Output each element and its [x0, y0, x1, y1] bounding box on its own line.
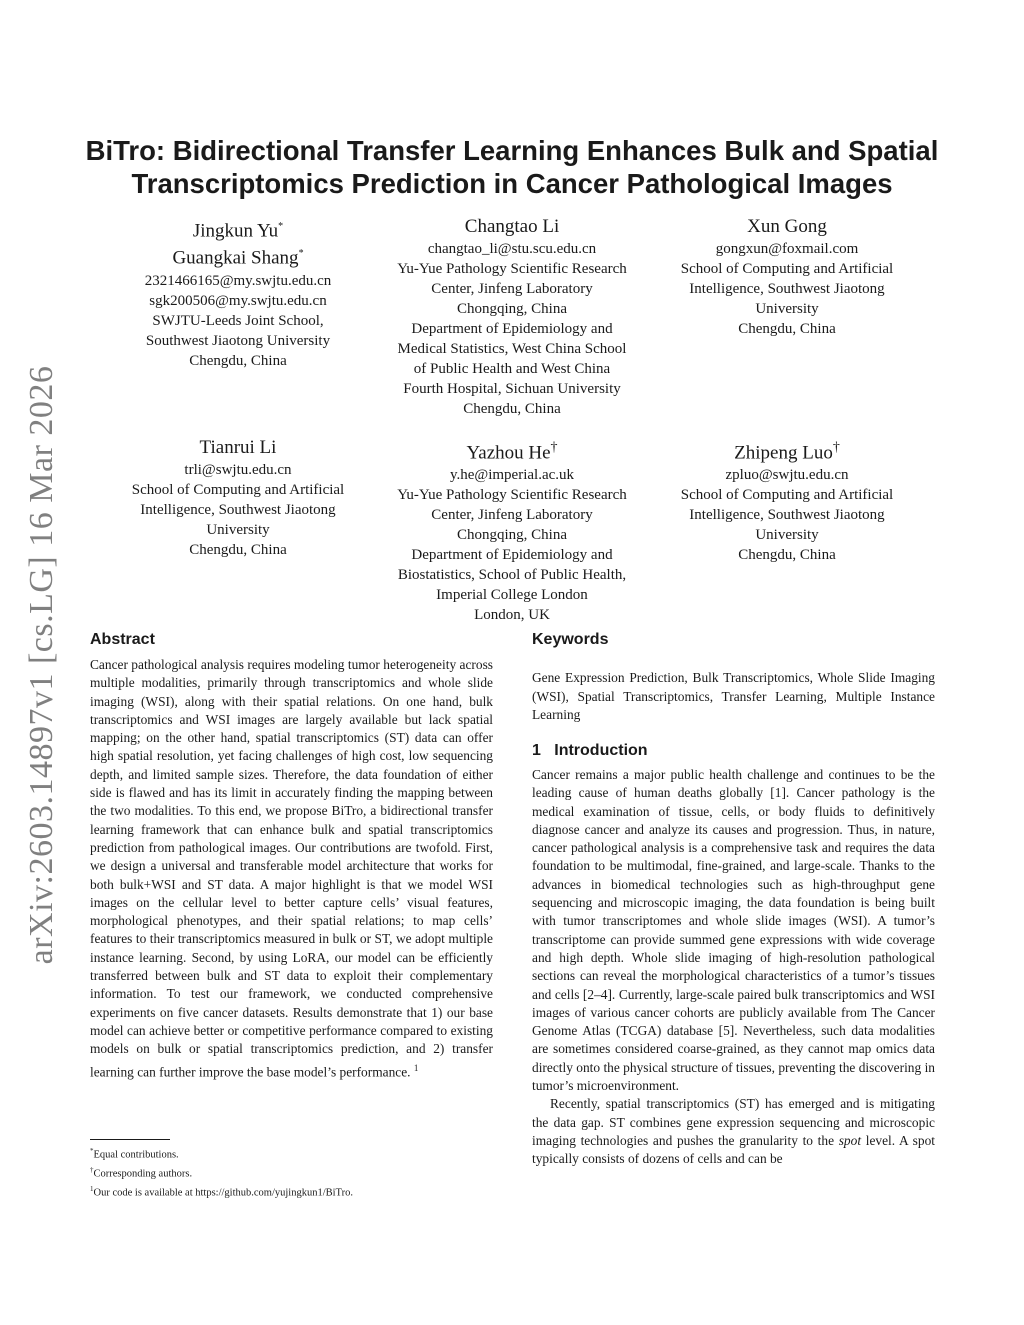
- author-affiliation-line: School of Computing and Artificial: [680, 487, 894, 504]
- paper-title: [60, 134, 964, 200]
- author-affiliation-line: Department of Epidemiology and: [411, 321, 613, 337]
- author-affiliation-line: London, UK: [474, 607, 550, 624]
- footnotes: [90, 1144, 510, 1201]
- author-block-1: [103, 216, 373, 371]
- section-title: Introduction: [554, 742, 648, 759]
- author-affiliation-line: Chongqing, China: [456, 301, 567, 317]
- footnote-reference: 1: [413, 1062, 419, 1073]
- author-affiliation-line: Center, Jinfeng Laboratory: [431, 507, 593, 524]
- keywords-text: Gene Expression Prediction, Bulk Transcriptomics, Whole Slide Imaging (WSI), Spatial Transcriptomics, Transfer Learning, Multiple Instance Learning: [532, 670, 935, 722]
- author-affiliation-line: Chengdu, China: [189, 542, 287, 558]
- author-name: Xun Gong: [747, 216, 827, 237]
- author-affiliation-line: Yu-Yue Pathology Scientific Research: [397, 487, 627, 504]
- author-block-6: [652, 437, 922, 565]
- author-affiliation-line: University: [206, 522, 270, 538]
- arxiv-id-text: arXiv:2603.14897v1 [cs.LG] 16 Mar 2026: [23, 365, 60, 965]
- author-name: Zhipeng Luo†: [734, 440, 840, 464]
- author-block-4: [103, 437, 373, 560]
- author-name: Guangkai Shang*: [172, 247, 304, 269]
- keywords-body: [532, 656, 935, 738]
- title-line-1: BiTro: Bidirectional Transfer Learning Enhances Bulk and Spatial: [85, 135, 939, 166]
- author-affiliation-line: SWJTU-Leeds Joint School,: [152, 312, 324, 329]
- abstract-paragraph: Cancer pathological analysis requires modeling tumor heterogeneity across multiple modalities, primarily through transcriptomics and whole slide imaging (WSI), along with their spatial relations. On one hand, bulk transcriptomics and WSI images are largely available but lack spatial mapping; on the other hand, spatial transcriptomics (ST) data can offer high spatial resolution, yet facing challenges of high cost, low sequencing depth, and limited sample sizes. Therefore, the data foundation of either side is flawed and has its limit in accurately finding the mapping between the two modalities. To this end, we propose BiTro, a bidirectional transfer learning framework that can enhance bulk and spatial transcriptomics prediction from pathological images. Our contributions are twofold. First, we design a universal and transferable model architecture that works for both bulk+WSI and ST data. A major highlight is that we model WSI images on the cellular level to better capture cells’ visual features, morphological phenotypes, and their spatial relations; to map cells’ features to their transcriptomics measured in bulk or ST, we adopt multiple instance learning. Second, by using LoRA, our model can be efficiently transferred between bulk and ST data to exploit their complementary information. To test our framework, we conducted comprehensive experiments on five cancer datasets. Results demonstrate that 1) our base model can achieve better or competitive performance compared to existing models on bulk or spatial transcriptomics prediction, and 2) transfer learning can further improve the base model’s performance. $^1$: [90, 657, 493, 1079]
- introduction-body: [532, 766, 935, 1169]
- author-block-2: [377, 216, 647, 419]
- author-email: changtao_li@stu.scu.edu.cn: [427, 241, 597, 257]
- author-affiliation-line: Southwest Jiaotong University: [145, 332, 331, 349]
- footnote-equal-contribution: *Equal contributions.: [90, 1147, 179, 1161]
- abstract-body: [90, 656, 493, 1081]
- author-affiliation-line: Yu-Yue Pathology Scientific Research: [397, 261, 627, 277]
- author-affiliation-line: Department of Epidemiology and: [411, 547, 613, 564]
- section-number: 1: [532, 742, 541, 759]
- author-affiliation-line: Chongqing, China: [456, 527, 567, 544]
- author-affiliation-line: Fourth Hospital, Sichuan University: [403, 381, 621, 397]
- footnote-corresponding: †Corresponding authors.: [90, 1166, 193, 1180]
- keywords-heading: Keywords: [532, 631, 609, 648]
- author-affiliation-line: Biostatistics, School of Public Health,: [397, 567, 627, 584]
- author-affiliation-line: Intelligence, Southwest Jiaotong: [689, 281, 885, 297]
- intro-paragraph-2: Recently, spatial transcriptomics (ST) has emerged and is mitigating the data gap. ST combines gene expression sequencing and microscopic imaging technologies and pushes the granularity to the spot level. A spot typically consists of dozens of cells and can be: [532, 1096, 935, 1167]
- author-affiliation-line: Intelligence, Southwest Jiaotong: [140, 502, 336, 518]
- title-line-2: Transcriptomics Prediction in Cancer Pathological Images: [131, 168, 893, 199]
- author-affiliation-line: Chengdu, China: [189, 352, 287, 369]
- author-email: 2321466165@my.swjtu.edu.cn: [144, 272, 332, 289]
- author-name: Changtao Li: [464, 216, 560, 237]
- author-affiliation-line: Intelligence, Southwest Jiaotong: [689, 507, 885, 524]
- introduction-heading: [532, 741, 648, 761]
- author-affiliation-line: Center, Jinfeng Laboratory: [431, 281, 593, 297]
- abstract-heading: Abstract: [90, 631, 155, 648]
- author-name: Yazhou He†: [466, 440, 558, 464]
- author-email: zpluo@swjtu.edu.cn: [725, 467, 849, 484]
- author-affiliation-line: of Public Health and West China: [413, 361, 611, 377]
- author-email: gongxun@foxmail.com: [715, 241, 859, 257]
- author-name: Jingkun Yu*: [192, 220, 284, 242]
- author-affiliation-line: University: [755, 527, 819, 544]
- author-block-5: [377, 437, 647, 625]
- author-email: y.he@imperial.ac.uk: [449, 467, 575, 484]
- author-affiliation-line: School of Computing and Artificial: [680, 261, 894, 277]
- author-affiliation-line: Chengdu, China: [463, 401, 561, 417]
- author-affiliation-line: Chengdu, China: [738, 321, 836, 337]
- author-affiliation-line: Medical Statistics, West China School: [397, 341, 627, 357]
- author-affiliation-line: University: [755, 301, 819, 317]
- author-email: trli@swjtu.edu.cn: [184, 462, 292, 478]
- author-affiliation-line: School of Computing and Artificial: [131, 482, 345, 498]
- author-affiliation-line: Imperial College London: [436, 587, 588, 604]
- footnote-divider: [90, 1139, 170, 1140]
- intro-paragraph-1: Cancer remains a major public health challenge and continues to be the leading cause of human deaths globally [1]. Cancer pathology is the medical examination of tissue, cells, or body fluids to definitively diagnose cancer and analyze its causes and progression. Thus, in nature, cancer pathological analysis is a comprehensive task and requires the data foundation to be multimodal, fine-grained, and large-scale. Thanks to the advances in biomedical technologies such as high-throughput gene sequencing and microscopic imaging, the data foundation is being built with tumor transcriptomes and whole slide images (WSI). A tumor’s transcriptome can provide summed gene expressions with wide coverage and high depth. Whole slide imaging of high-resolution pathological sections can reveal the morphological characteristics of a tumor’s tissues and cells [2–4]. Currently, large-scale paired bulk transcriptomics and WSI images of various cancer cohorts are publicly available from The Cancer Genome Atlas (TCGA) database [5]. Nevertheless, such data modalities are sometimes considered coarse-grained, as they cannot map omics data directly onto the physical structure of tissues, preventing the discovering in tumor’s microenvironment.: [532, 767, 935, 1094]
- author-email: sgk200506@my.swjtu.edu.cn: [149, 292, 327, 309]
- author-name: Tianrui Li: [199, 437, 277, 458]
- footnote-code-link: $^1$Our code is available at https://github.com/yujingkun1/BiTro.: [90, 1185, 353, 1199]
- author-affiliation-line: Chengdu, China: [738, 547, 836, 564]
- author-block-3: [652, 216, 922, 339]
- arxiv-identifier-stamp: [22, 365, 62, 965]
